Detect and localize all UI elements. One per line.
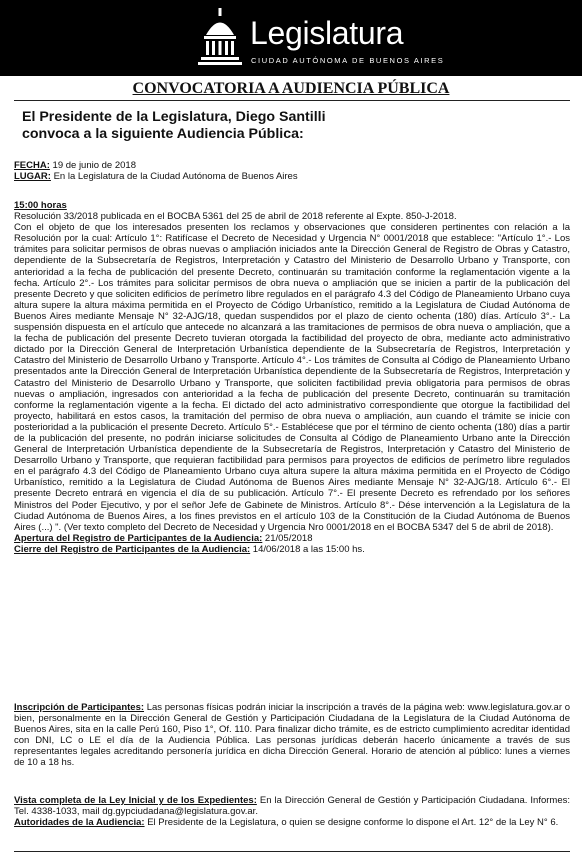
header-banner <box>0 0 582 76</box>
authorities-label: Autoridades de la Audiencia: <box>14 817 145 829</box>
consultation-section <box>14 795 570 828</box>
registry-open-value: 21/05/2018 <box>262 532 313 544</box>
registration-paragraph <box>14 702 570 769</box>
date-value: 19 de junio de 2018 <box>49 160 136 171</box>
registry-open-line <box>14 533 570 544</box>
registry-close-line <box>14 544 570 555</box>
place-label: LUGAR: <box>14 171 51 183</box>
hearing-body: Con el objeto de que los interesados presenten los reclamos y observaciones que consideren pertinentes con relación a la Resolución por la cual: Artículo 1°: Ratifícase el Decreto de Necesidad y Urgencia N° 0001/2018 que establece: "Artículo 1°.- Los trámites para solicitar permisos de obras nuevas o ampliación iniciados ante la Dirección General de Registro de Obras y Catastro, dependiente de la Subsecretaría de Registros, Interpretación y Catastro del Ministerio de Desarrollo Urbano y Transporte, con anterioridad a la fecha de publicación del presente Decreto, continuarán su tramitación conforme la reglamentación vigente a la fecha. Artículo 2°.- Los trámites para solicitar permisos de obra nueva o ampliación que se inicien a partir de la publicación del presente Decreto y que soliciten edificios de perímetro libre regulados en el parágrafo 4.3 del Código de Planeamiento Urbano cuya altura supere la altura máxima permitida en el Proyecto de Código Urbanístico, remitido a la Legislatura de Ciudad Autónoma de Buenos Aires mediante Mensaje N° 32-AJG/18, quedan suspendidos por el plazo de ciento ochenta (180) días. Artículo 3°.- La suspensión dispuesta en el artículo que antecede no alcanzará a las tramitaciones de permisos de obra nueva o ampliación, que a la fecha de publicación del presente Decreto tuvieran otorgada la factibilidad del proyecto de obra, mediante acto administrativo dictado por la Dirección General de Interpretación Urbanística dependiente de la Subsecretaría de Registros, Interpretación y Catastro del Ministerio de Desarrollo Urbano y Transporte. Artículo 4°.- Los trámites de Consulta al Código de Planeamiento Urbano presentados ante la Dirección General de Interpretación Urbanística dependiente de la Subsecretaría de Registros, Interpretación y Catastro del Ministerio de Desarrollo Urbano y Transporte, que soliciten factibilidad previa obligatoria para permisos de obras nuevas o ampliación, ingresados con anterioridad a la fecha de publicación del presente Decreto, continuarán su tramitación conforme la reglamentación vigente a la fecha. El dictado del acto administrativo correspondiente que otorgue la factibilidad del proyecto, habilitará en estos casos, la tramitación del permiso de obra nueva o ampliación, aun cuando el trámite se inicie con posterioridad a la publicación el presente Decreto. Artículo 5°.- Establécese que por el término de ciento ochenta (180) días a partir de la publicación del presente, no podrán iniciarse solicitudes de Consulta al Código de Planeamiento Urbano ante la Dirección General de Interpretación Urbanística dependiente de la Subsecretaría de Registros, Interpretación y Catastro del Ministerio de Desarrollo Urbano y Transporte, que requieran factibilidad para permisos para proyectos de edificios de perímetro libre regulados en el parágrafo 4.3 del Código de Planeamiento Urbano cuya altura supere la altura máxima permitida en el Proyecto de Código Urbanístico, remitido a la Legislatura de Ciudad Autónoma de Buenos Aires mediante Mensaje N° 32-AJG/18. Artículo 6°.- El presente Decreto entrará en vigencia el día de su publicación. Artículo 7°.- El presente Decreto es refrendado por los señores Ministros del Poder Ejecutivo, y por el señor Jefe de Gabinete de Ministros. Artículo 8°.- Dése intervención a la Legislatura de la Ciudad Autónoma de Buenos Aires, a los fines previstos en el artículo 103 de la Constitución de la Ciudad Autónoma de Buenos Aires (...) ". (Ver texto completo del Decreto de Necesidad y Urgencia Nro 0001/2018 en el BOCBA 5347 del 5 de abril de 2018). <box>14 222 570 533</box>
hour-label: 15:00 horas <box>14 200 67 211</box>
registration-label: Inscripción de Participantes: <box>14 702 145 713</box>
date-place-section <box>14 160 570 182</box>
legislature-dome-icon <box>198 8 242 68</box>
intro-line-1: El Presidente de la Legislatura, Diego Santilli <box>22 109 326 125</box>
logo-subtitle: CIUDAD AUTÓNOMA DE BUENOS AIRES <box>251 56 445 65</box>
intro-heading <box>22 109 562 143</box>
registry-open-label: Apertura del Registro de Participantes de la Audiencia: <box>14 532 263 544</box>
intro-line-2: convoca a la siguiente Audiencia Pública: <box>22 126 304 142</box>
full-view-label: Vista completa de la Ley Inicial y de los Expedientes: <box>14 795 257 806</box>
authorities-text: El Presidente de la Legislatura, o quien se designe conforme lo dispone el Art. 12° de la Ley N° 6. <box>144 817 559 829</box>
date-label: FECHA: <box>14 160 50 171</box>
hearing-section <box>14 200 570 555</box>
registration-text: Las personas físicas podrán iniciar la inscripción a través de la página web: www.legislatura.gov.ar o bien, personalmente en la Dirección General de Gestión y Participación Ciudadana de la Legislatura de la Ciudad Autónoma de Buenos Aires, sita en la calle Perú 160, Piso 1°, Of. 110. Para finalizar dicho trámite, es de estricto cumplimiento acreditar identidad con DNI, LC o LE el día de la Audiencia Pública. Las personas jurídicas deberán hacerlo únicamente a través de sus representantes legales acreditando personería jurídica en dicha Dirección General. Horario de atención al público: lunes a viernes de 10 a 18 hs. <box>14 702 570 769</box>
logo-name: Legislatura <box>250 15 404 51</box>
registry-close-value: 14/06/2018 a las 15:00 hs. <box>250 543 365 555</box>
place-line <box>14 171 570 182</box>
divider <box>14 100 570 101</box>
registration-section <box>14 702 570 769</box>
full-view-text: En la Dirección General de Gestión y Participación Ciudadana. Informes: Tel. 4338-1033, mail dg.gypciudadana@legislatura.gov.ar. <box>14 795 570 818</box>
page-title: CONVOCATORIA A AUDIENCIA PÚBLICA <box>132 80 450 97</box>
bottom-divider <box>14 851 570 852</box>
resolution-line: Resolución 33/2018 publicada en el BOCBA 5361 del 25 de abril de 2018 referente al Expte. 850-J-2018. <box>14 211 457 223</box>
place-value: En la Legislatura de la Ciudad Autónoma de Buenos Aires <box>50 171 298 183</box>
authorities-paragraph <box>14 817 570 828</box>
full-view-paragraph <box>14 795 570 817</box>
date-line <box>14 160 570 171</box>
registry-close-label: Cierre del Registro de Participantes de la Audiencia: <box>14 543 251 555</box>
